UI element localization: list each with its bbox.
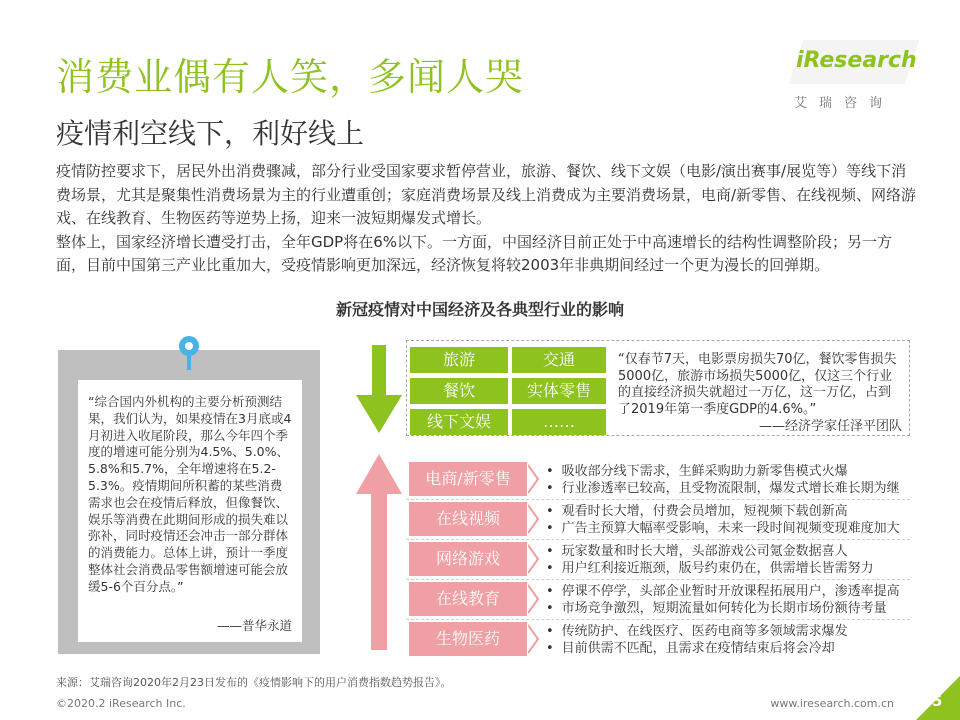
intro-paragraph: 疫情防控要求下，居民外出消费骤减，部分行业受国家要求暂停营业，旅游、餐饮、线下文娱（电影/演出赛事/展览等）等线下消费场景，尤其是聚集性消费场景为主的行业遭重创；家庭消费场景及线上消费成为主要消费场景，电商/新零售、在线视频、网络游戏、在线教育、生物医药等逆势上扬，迎来一波短期爆发式增长。 (56, 162, 917, 227)
industry-tag-down: …… (512, 409, 606, 435)
intro-paragraph: 整体上，国家经济增长遭受打击，全年GDP将在6%以下。一方面，中国经济目前正处于中高速增长的结构性调整阶段；另一方面，目前中国第三产业比重加大，受疫情影响更加深远，经济恢复将较2003年非典期间经过一个更为漫长的回弹期。 (56, 232, 893, 274)
impact-bullets (546, 504, 900, 537)
industry-tag-up: 网络游戏 (409, 542, 527, 576)
bullet-item: • 广告主预算大幅率受影响，未来一段时间视频变现难度加大 (546, 521, 900, 538)
impact-bullets (546, 464, 900, 497)
quote-author: ——经济学家任泽平团队 (758, 419, 902, 434)
bullet-item: • 用户红利接近瓶颈，版号约束仍在，供需增长皆需努力 (546, 561, 874, 578)
arrow-up-icon (354, 452, 404, 652)
row-divider (406, 579, 910, 580)
industry-tag-up: 在线教育 (409, 582, 527, 616)
bracket-icon (528, 584, 540, 614)
bracket-icon (528, 504, 540, 534)
bullet-item: • 目前供需不匹配，且需求在疫情结束后将会冷却 (546, 641, 848, 658)
industry-tag-down: 旅游 (410, 347, 508, 373)
bracket-icon (528, 624, 540, 654)
bullet-item: • 观看时长大增，付费会员增加，短视频下载创新高 (546, 504, 900, 521)
impact-bullets (546, 544, 874, 577)
industry-tag-down: 线下文娱 (410, 409, 508, 435)
logo-chinese: 艾瑞咨询 (794, 96, 895, 111)
iresearch-logo (776, 40, 916, 118)
note-author: ——普华永道 (216, 618, 292, 633)
page-subtitle: 疫情利空线下，利好线上 (56, 117, 365, 150)
diagram-title: 新冠疫情对中国经济及各典型行业的影响 (335, 300, 624, 319)
bullet-item: • 玩家数量和时长大增，头部游戏公司氪金数据喜人 (546, 544, 874, 561)
row-divider (406, 619, 910, 620)
impact-bullets (546, 624, 848, 657)
economist-quote: “仅春节7天，电影票房损失70亿，餐饮零售损失5000亿，旅游市场损失5000亿，仅这三个行业的直接经济损失就超过一万亿，这一万亿，占到了2019年第一季度GDP的4.6%。” (618, 352, 897, 417)
arrow-down-icon (354, 345, 404, 435)
bullet-item: • 传统防护、在线医疗、医药电商等多领域需求爆发 (546, 624, 848, 641)
industry-tag-down: 实体零售 (512, 378, 606, 404)
note-card (58, 350, 320, 654)
industry-tag-up: 在线视频 (409, 502, 527, 536)
pin-icon (174, 334, 204, 372)
bullet-item: • 市场竞争激烈，短期流量如何转化为长期市场份额待考量 (546, 601, 900, 618)
source-note: 来源：艾瑞咨询2020年2月23日发布的《疫情影响下的用户消费指数趋势报告》。 (56, 676, 452, 689)
bullet-item: • 停课不停学，头部企业暂时开放课程拓展用户，渗透率提高 (546, 584, 900, 601)
industry-tag-down: 交通 (512, 347, 606, 373)
industry-tag-up: 电商/新零售 (409, 462, 527, 496)
row-divider (406, 539, 910, 540)
industry-tag-up: 生物医药 (409, 622, 527, 656)
page-number: 5 (932, 692, 943, 710)
copyright: ©2020.2 iResearch Inc. (56, 697, 186, 710)
bracket-icon (528, 464, 540, 494)
bracket-icon (528, 544, 540, 574)
website-url[interactable]: www.iresearch.com.cn (770, 697, 894, 710)
page-title: 消费业偶有人笑，多闻人哭 (56, 55, 525, 99)
note-quote: “综合国内外机构的主要分析预测结果，我们认为，如果疫情在3月底或4月初进入收尾阶段，那么今年四个季度的增速可能分别为4.5%、5.0%、5.8%和5.7%，全年增速将在5.2-5.3%。疫情期间所积蓄的某些消费需求也会在疫情后释放，但像餐饮、娱乐等消费在此期间形成的损失难以弥补，同时疫情还会冲击一部分群体的消费能力。总体上讲，预计一季度整体社会消费品零售额增速可能会放缓5-6个百分点。” (88, 394, 292, 594)
note-paper (78, 380, 302, 642)
intro-text (56, 160, 920, 278)
row-divider (406, 499, 910, 500)
logo-wordmark: iResearch (796, 48, 917, 73)
bullet-item: • 吸收部分线下需求，生鲜采购助力新零售模式火爆 (546, 464, 900, 481)
bullet-item: • 行业渗透率已较高，且受物流限制，爆发式增长难长期为继 (546, 481, 900, 498)
industry-tag-down: 餐饮 (410, 378, 508, 404)
impact-bullets (546, 584, 900, 617)
